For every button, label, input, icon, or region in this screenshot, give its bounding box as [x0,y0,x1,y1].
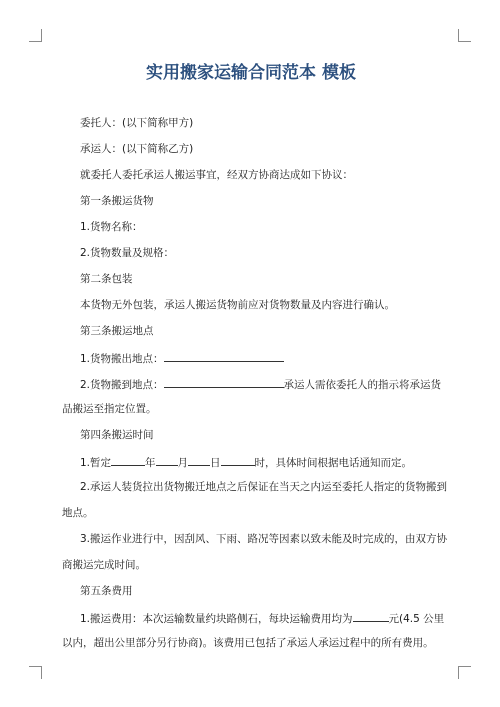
crop-mark-top-right [458,29,471,42]
destination-blank [164,376,284,388]
section-5-item-1-suffix: 元(4.5 公里 [388,613,445,625]
section-5-item-1-prefix: 1.搬运费用：本次运输数量约块路侧石，每块运输费用均为 [80,613,353,625]
year-blank [111,454,145,466]
fee-blank [353,610,389,622]
document-page [62,60,448,649]
departure-blank [164,350,284,362]
section-1-title: 第一条搬运货物 [80,195,154,207]
section-3-item-1-label: 1.货物搬出地点： [80,353,164,365]
section-5-title: 第五条费用 [80,585,133,597]
month-label: 月 [177,457,189,469]
section-3-item-1 [80,350,284,366]
intro-line: 就委托人委托承运人搬运事宜，经双方协商达成如下协议： [80,169,353,181]
section-4-item-2: 2.承运人装货拉出货物搬迁地点之后保证在当天之内运至委托人指定的货物搬到 [80,481,448,493]
section-4-item-1 [80,454,412,470]
crop-mark-bottom-left [29,666,42,679]
year-label: 年 [145,457,156,469]
section-2-text: 本货物无外包装，承运人搬运货物前应对货物数量及内容进行确认。 [80,299,395,311]
section-4-item-3: 3.搬运作业进行中，因刮风、下雨、路况等因素以致未能及时完成的，由双方协 [80,533,448,545]
document-title: 实用搬家运输合同范本 模板 [146,63,356,83]
section-4-title: 第四条搬运时间 [80,429,154,441]
day-label: 日 [210,457,221,469]
crop-mark-bottom-right [458,666,471,679]
client-line: 委托人：(以下简称甲方) [80,117,194,129]
day-blank [188,454,210,466]
carrier-line: 承运人：(以下简称乙方) [80,143,194,155]
section-3-title: 第三条搬运地点 [80,325,154,337]
section-3-item-2-text: 承运人需依委托人的指示将承运货 [283,379,442,391]
crop-mark-top-left [29,29,42,42]
section-1-item-1: 1.货物名称： [80,221,143,233]
section-3-item-2-label: 2.货物搬到地点： [80,379,164,391]
section-2-title: 第二条包装 [80,273,133,285]
section-5-item-1-continued: 以内，超出公里部分另行协商)。该费用已包括了承运人承运过程中的所有费用。 [62,637,434,649]
section-3-item-2-continued: 品搬运至指定位置。 [62,403,157,415]
section-4-item-2-continued: 地点。 [62,507,94,519]
section-5-item-1 [80,610,444,626]
section-3-item-2 [80,376,441,392]
section-4-item-1-prefix: 1.暂定 [80,457,112,469]
hour-blank [221,454,255,466]
section-4-item-3-continued: 商搬运完成时间。 [62,559,146,571]
month-blank [156,454,178,466]
section-4-item-1-suffix: 时，具体时间根据电话通知而定。 [254,457,413,469]
section-1-item-2: 2.货物数量及规格： [80,247,175,259]
